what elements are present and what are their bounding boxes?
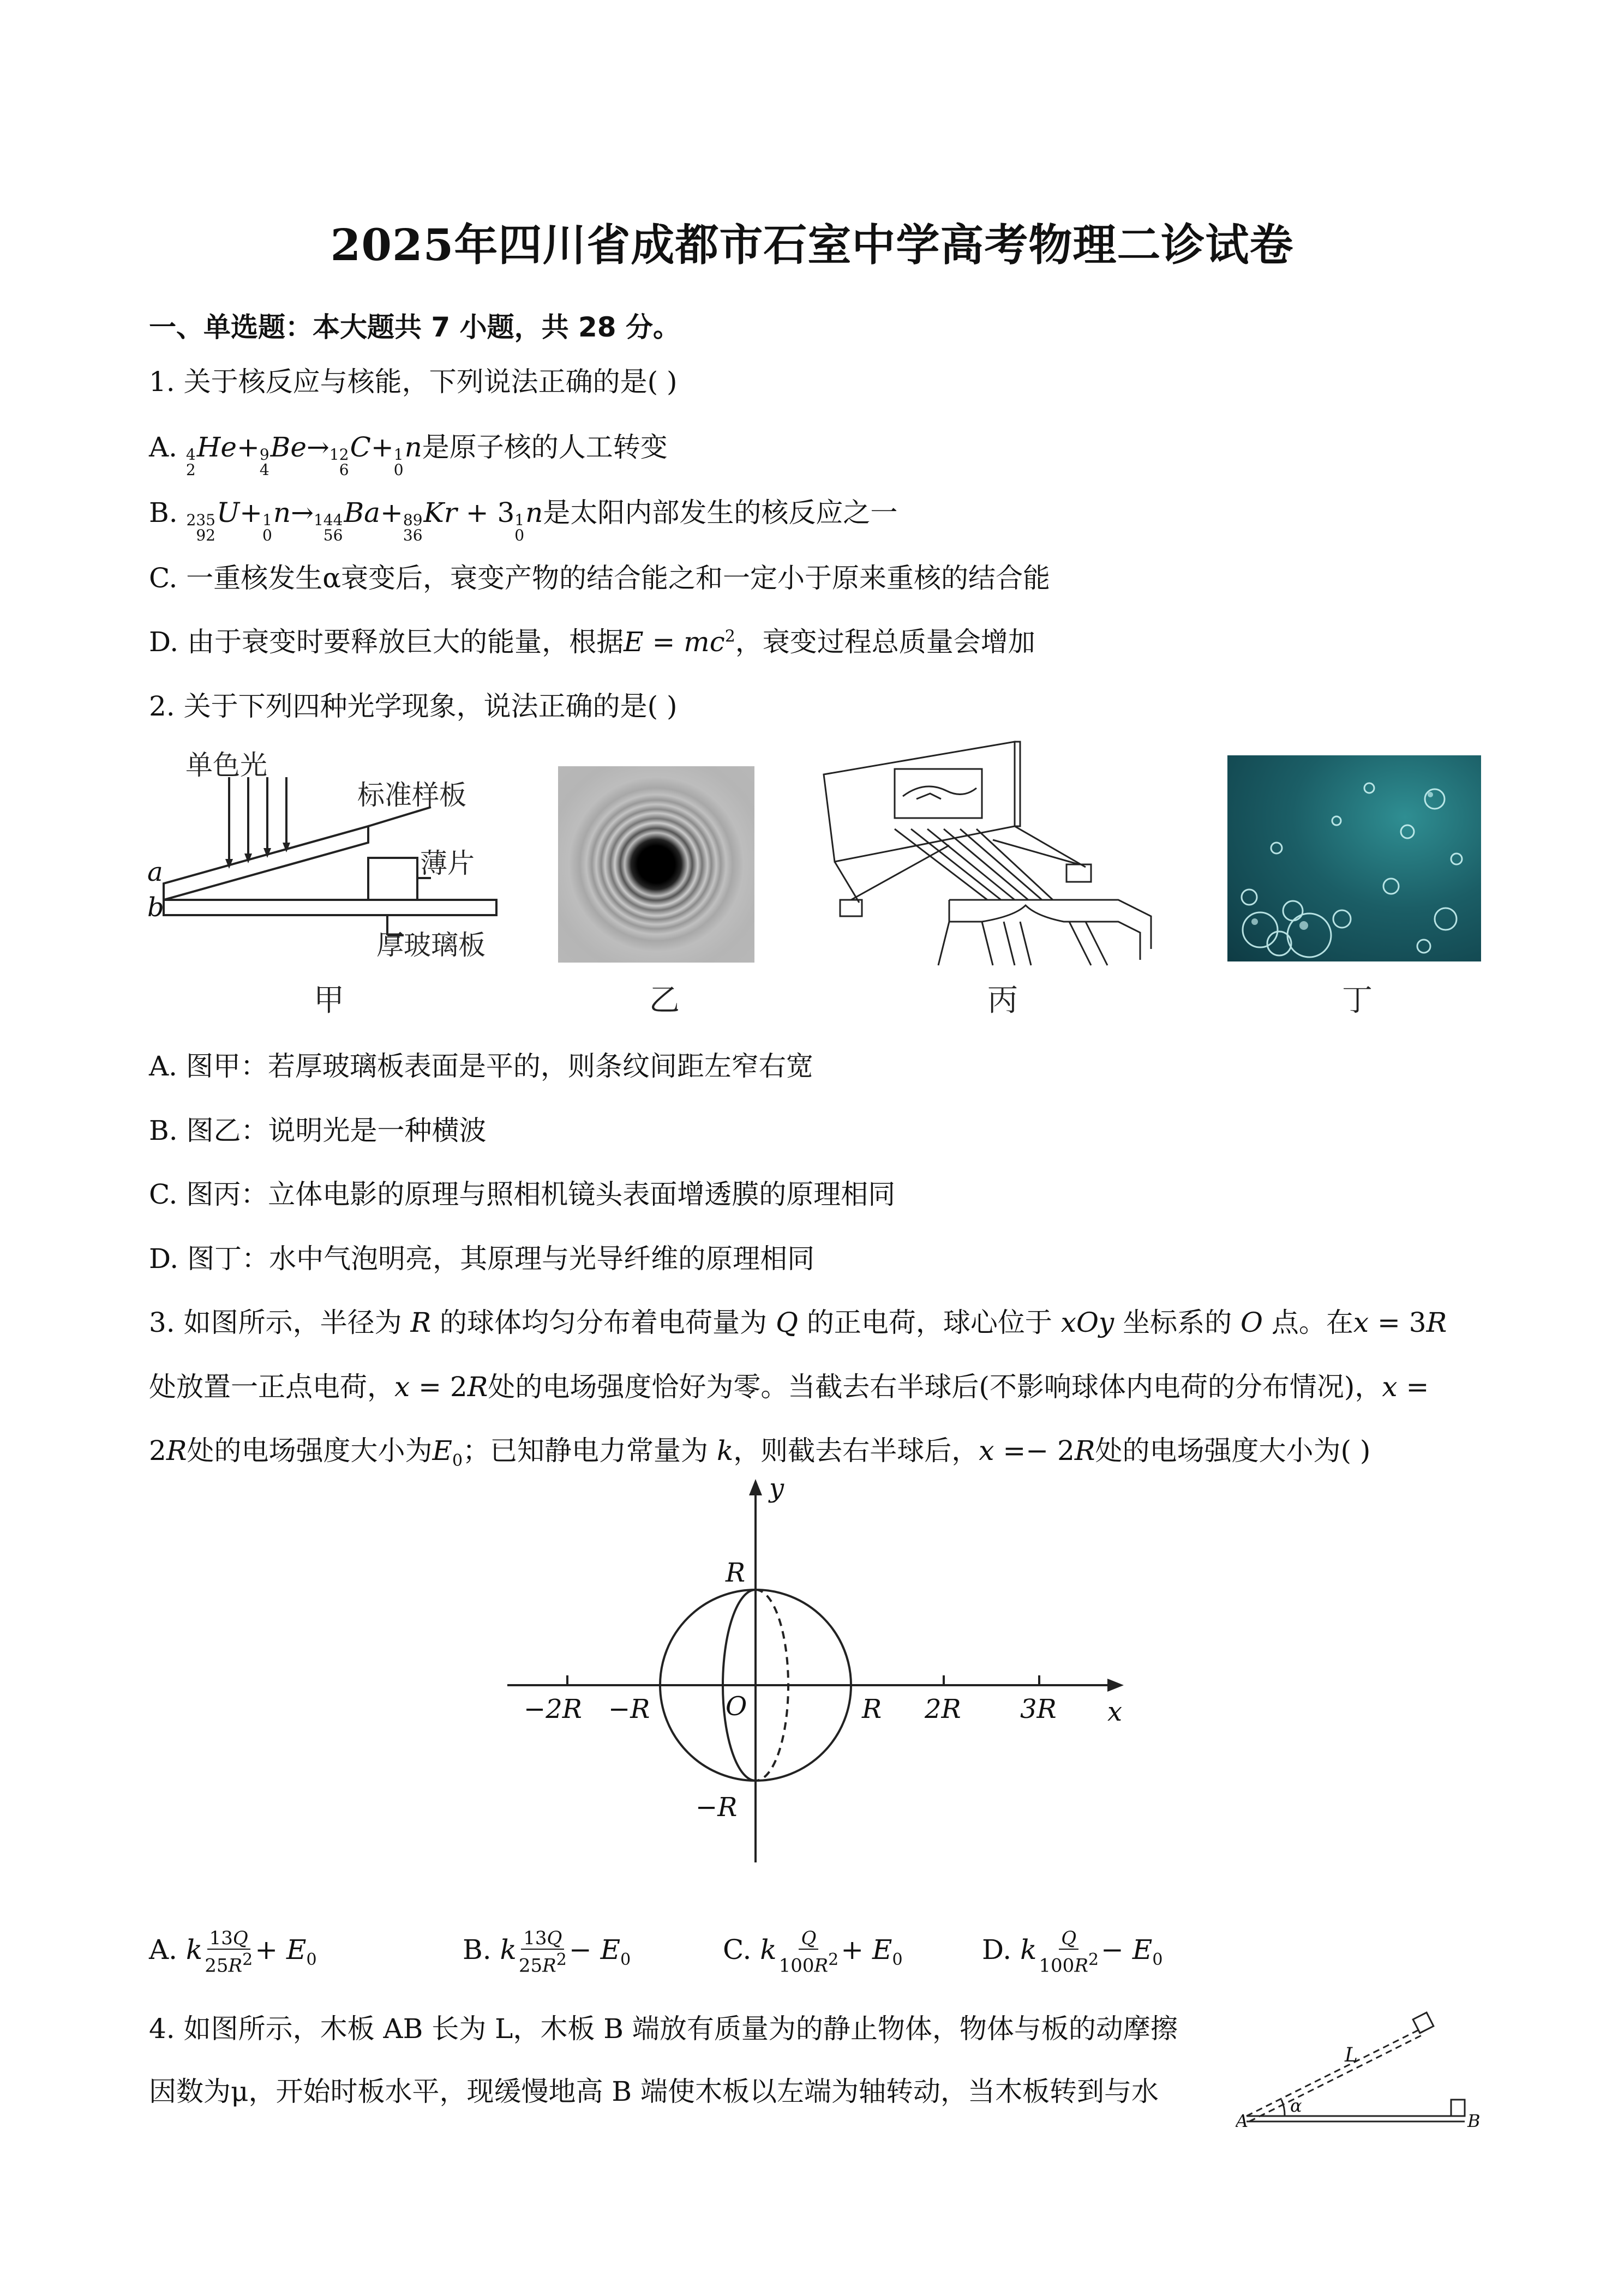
section-heading: 一、单选题：本大题共 7 小题，共 28 分。 (149, 311, 680, 343)
q3-option-c: C. k $\frac{Q}{100R^2}$ + $E_0$ (723, 1927, 903, 1977)
q1-a-text: 是原子核的人工转变 (422, 431, 668, 463)
q3-opt-label: C. (723, 1934, 752, 1966)
q1-d-post: ，衰变过程总质量会增加 (735, 626, 1035, 658)
q2-option-a: A. 图甲：若厚玻璃板表面是平的，则条纹间距左窄右宽 (149, 1050, 813, 1082)
q1-d-pre: D. 由于衰变时要释放巨大的能量，根据 (149, 626, 624, 658)
q2-option-b: B. 图乙：说明光是一种横波 (149, 1115, 487, 1146)
tick-x-minus-R: −R (608, 1694, 650, 1724)
caption-ding: 丁 (1342, 983, 1373, 1018)
q3-opt-label: A. (149, 1934, 178, 1966)
bubbles-graphic (1227, 755, 1481, 961)
tick-x-R: R (862, 1694, 882, 1724)
q3-line-3: 2R处的电场强度大小为$E_0$；已知静电力常量为 k，则截去右半球后，x =− 2R处的电场强度大小为( ) (149, 1435, 1371, 1470)
q3-option-a: A. k $\frac{13Q}{25R^2}$ + $E_0$ (149, 1927, 317, 1977)
q3-opt-label: D. (982, 1934, 1012, 1966)
fig-jia-b-label: b (147, 892, 164, 923)
q3-text: 处的电场强度大小为 (187, 1435, 433, 1466)
q3-text: 处的电场强度恰好为零。当截去右半球后(不影响球体内电荷的分布情况)， (488, 1371, 1382, 1403)
fig-q4-L: L (1345, 2044, 1358, 2066)
q4-line-2: 因数为μ，开始时板水平，现缓慢地高 B 端使木板以左端为轴转动，当木板转到与水 (149, 2076, 1159, 2107)
q1-option-d: D. 由于衰变时要释放巨大的能量，根据$E = mc^2$，衰变过程总质量会增加 (149, 626, 1035, 658)
caption-bing: 丙 (987, 983, 1018, 1018)
q3-text: 坐标系的 (1114, 1307, 1241, 1338)
q3-text: 点。在 (1262, 1307, 1353, 1338)
tick-x-3R: 3R (1020, 1694, 1057, 1724)
tick-x-minus-2R: −2R (524, 1694, 582, 1724)
q3-option-b: B. k $\frac{13Q}{25R^2}$ − $E_0$ (463, 1927, 631, 1977)
q2-stem: 2. 关于下列四种光学现象，说法正确的是( ) (149, 690, 678, 722)
q3-line-1: 3. 如图所示，半径为 R 的球体均匀分布着电荷量为 Q 的正电荷，球心位于 xOy 坐标系的 O 点。在x = 3R (149, 1307, 1447, 1338)
q1-option-b: B. 235 92 U+ 1 0 n→ 144 56 Ba+ 89 36 Kr + 3 1 0 n是太阳内部发生的核反应之一 (149, 497, 898, 544)
q3-text: 3. 如图所示，半径为 (149, 1307, 411, 1338)
fig-jia-std-label: 标准样板 (357, 779, 466, 811)
tick-y-minus-R: −R (696, 1792, 738, 1823)
tick-y-R: R (726, 1558, 746, 1588)
q3-text: 处放置一正点电荷， (149, 1371, 394, 1403)
figure-jia (147, 750, 518, 984)
axis-x-label: x (1107, 1697, 1123, 1727)
tick-x-2R: 2R (925, 1694, 961, 1724)
fig-q4-alpha: α (1290, 2095, 1302, 2116)
figure-yi (558, 766, 754, 963)
axis-y-label: y (769, 1473, 784, 1504)
q3-text: 的球体均匀分布着电荷量为 (431, 1307, 776, 1338)
q3-text: 的正电荷，球心位于 (798, 1307, 1061, 1338)
page-title: 2025年四川省成都市石室中学高考物理二诊试卷 (330, 219, 1294, 271)
q3-text: ，则截去右半球后， (733, 1435, 979, 1466)
q1-b-text: 是太阳内部发生的核反应之一 (543, 497, 898, 528)
figure-bing (813, 736, 1167, 976)
q1-option-a: A. 4 2 He+ 9 4 Be→ 12 6 C+ 1 0 n是原子核的人工转变 (149, 431, 668, 479)
q3-text: 处的电场强度大小为( ) (1095, 1435, 1371, 1466)
q3-option-d: D. k $\frac{Q}{100R^2}$ − $E_0$ (982, 1927, 1163, 1977)
fig-jia-thin-label: 薄片 (420, 848, 475, 879)
q3-opt-label: B. (463, 1934, 492, 1966)
q1-option-c: C. 一重核发生α衰变后，衰变产物的结合能之和一定小于原来重核的结合能 (149, 562, 1051, 594)
caption-yi: 乙 (649, 983, 680, 1018)
figure-q4-board (1236, 2007, 1492, 2138)
fig-jia-a-label: a (147, 857, 163, 887)
caption-jia: 甲 (314, 983, 344, 1018)
q3-line-2: 处放置一正点电荷，x = 2R处的电场强度恰好为零。当截去右半球后(不影响球体内电荷的分布情况)，x = (149, 1371, 1429, 1403)
origin-label: O (726, 1691, 747, 1722)
figure-ding (1227, 755, 1481, 961)
q1-stem: 1. 关于核反应与核能，下列说法正确的是( ) (149, 366, 678, 398)
q4-line-1: 4. 如图所示，木板 AB 长为 L，木板 B 端放有质量为的静止物体，物体与板的动摩擦 (149, 2013, 1178, 2045)
fig-jia-light-label: 单色光 (185, 750, 267, 781)
fig-jia-glass-label: 厚玻璃板 (376, 929, 486, 961)
fig-q4-A: A (1236, 2111, 1249, 2131)
q3-text: ；已知静电力常量为 (463, 1435, 717, 1466)
q2-option-c: C. 图丙：立体电影的原理与照相机镜头表面增透膜的原理相同 (149, 1179, 896, 1210)
figure-q3-sphere (491, 1472, 1146, 1865)
q2-option-d: D. 图丁：水中气泡明亮，其原理与光导纤维的原理相同 (149, 1243, 815, 1275)
fig-q4-B: B (1467, 2111, 1481, 2131)
